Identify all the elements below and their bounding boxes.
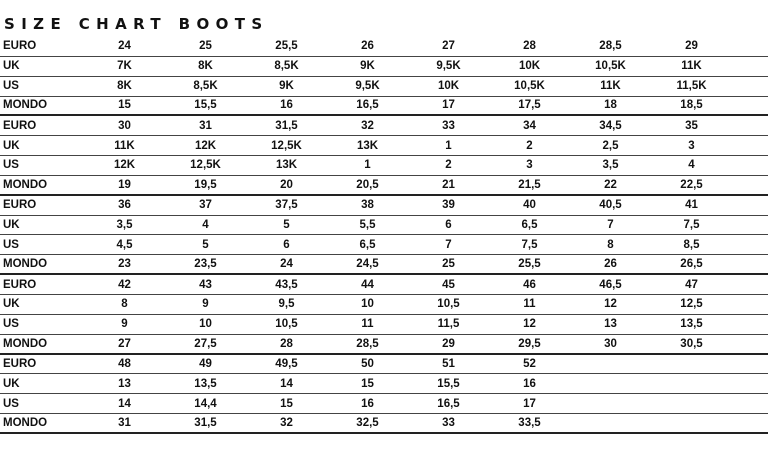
table-cell: 17 [523,397,536,410]
table-cell: 17 [442,99,455,112]
table-cell: 23,5 [194,258,217,271]
table-row [0,275,768,295]
table-row [0,156,768,176]
row-label: MONDO [3,178,48,191]
table-row [0,295,768,315]
table-cell: 3,5 [116,219,133,232]
row-label: US [3,397,19,410]
table-cell: 12K [113,159,136,172]
table-row [0,57,768,77]
table-cell: 26,5 [680,258,703,271]
table-row [0,196,768,216]
table-cell: 6,5 [359,238,376,251]
table-cell: 9,5K [355,80,380,93]
row-label: EURO [3,40,37,53]
table-cell: 15 [280,397,293,410]
table-cell: 25,5 [518,258,541,271]
table-cell: 49 [199,357,212,370]
table-cell: 28 [523,40,536,53]
table-row [0,355,768,375]
table-cell: 15,5 [194,99,217,112]
table-cell: 6,5 [521,219,538,232]
table-cell: 15 [118,99,131,112]
table-cell: 32 [280,416,293,429]
table-cell: 8 [121,298,128,311]
table-cell: 26 [361,40,374,53]
table-cell: 9,5K [436,60,461,73]
table-cell: 15,5 [437,377,460,390]
row-label: UK [3,219,20,232]
table-cell: 3 [526,159,533,172]
row-label: UK [3,377,20,390]
table-cell: 47 [685,278,698,291]
table-cell: 51 [442,357,455,370]
table-cell: 34,5 [599,119,622,132]
table-cell: 18,5 [680,99,703,112]
table-cell: 10K [518,60,541,73]
table-cell: 41 [685,199,698,212]
table-cell: 16,5 [437,397,460,410]
table-cell: 17,5 [518,99,541,112]
table-cell: 11,5 [437,318,460,331]
table-cell: 1 [445,139,452,152]
table-row [0,97,768,117]
table-cell: 4 [688,159,695,172]
table-cell: 46 [523,278,536,291]
table-cell: 38 [361,199,374,212]
table-cell: 32,5 [356,416,379,429]
table-cell: 12K [194,139,217,152]
row-label: UK [3,139,20,152]
row-label: MONDO [3,337,48,350]
table-cell: 31,5 [194,416,217,429]
table-cell: 11 [523,298,536,311]
table-cell: 4,5 [116,238,133,251]
table-cell: 43 [199,278,212,291]
table-cell: 12,5 [680,298,703,311]
row-label: US [3,80,19,93]
size-chart-table [0,37,768,434]
table-cell: 52 [523,357,536,370]
table-cell: 33 [442,119,455,132]
row-label: US [3,159,19,172]
table-cell: 16,5 [356,99,379,112]
table-cell: 12 [604,298,617,311]
table-cell: 26 [604,258,617,271]
table-cell: 10K [437,80,460,93]
table-cell: 7 [445,238,452,251]
table-row [0,255,768,275]
table-cell: 13,5 [194,377,217,390]
table-cell: 25,5 [275,40,298,53]
table-cell: 10,5K [514,80,545,93]
table-cell: 22 [604,178,617,191]
table-cell: 36 [118,199,131,212]
table-cell: 9 [121,318,128,331]
table-cell: 28,5 [356,337,379,350]
table-cell: 49,5 [275,357,298,370]
table-cell: 2 [526,139,533,152]
table-cell: 9K [360,60,375,73]
table-cell: 20,5 [356,178,379,191]
row-label: MONDO [3,416,48,429]
table-row [0,414,768,434]
table-row [0,176,768,196]
table-cell: 18 [604,99,617,112]
table-row [0,116,768,136]
table-cell: 4 [202,219,209,232]
table-row [0,374,768,394]
table-cell: 31 [118,416,131,429]
table-row [0,37,768,57]
table-cell: 24,5 [356,258,379,271]
table-cell: 16 [361,397,374,410]
table-cell: 43,5 [275,278,298,291]
table-cell: 7,5 [521,238,538,251]
table-cell: 12 [523,318,536,331]
table-row [0,335,768,355]
table-cell: 23 [118,258,131,271]
table-cell: 33 [442,416,455,429]
row-label: EURO [3,119,37,132]
table-cell: 9 [202,298,209,311]
row-label: US [3,238,19,251]
row-label: US [3,318,19,331]
table-cell: 21 [442,178,455,191]
table-cell: 31 [199,119,212,132]
table-cell: 13K [275,159,298,172]
table-cell: 19,5 [194,178,217,191]
table-cell: 24 [280,258,293,271]
table-cell: 11,5K [676,80,707,93]
table-cell: 13,5 [680,318,703,331]
row-label: MONDO [3,258,48,271]
table-cell: 7 [607,219,614,232]
table-cell: 30 [118,119,131,132]
table-cell: 10 [361,298,374,311]
table-cell: 6 [283,238,290,251]
table-cell: 8,5 [683,238,700,251]
table-cell: 27 [442,40,455,53]
table-cell: 8K [198,60,213,73]
table-cell: 3 [688,139,695,152]
table-cell: 5,5 [359,219,376,232]
table-cell: 21,5 [518,178,541,191]
table-cell: 48 [118,357,131,370]
table-cell: 40 [523,199,536,212]
table-cell: 40,5 [599,199,622,212]
table-cell: 27 [118,337,131,350]
table-cell: 10 [199,318,212,331]
row-label: EURO [3,278,37,291]
table-cell: 8,5K [274,60,299,73]
table-cell: 2,5 [602,139,619,152]
table-cell: 28,5 [599,40,622,53]
table-cell: 13 [604,318,617,331]
table-cell: 30 [604,337,617,350]
table-cell: 5 [283,219,290,232]
row-label: EURO [3,357,37,370]
table-row [0,136,768,156]
table-cell: 14 [118,397,131,410]
table-cell: 19 [118,178,131,191]
table-cell: 13K [356,139,379,152]
table-cell: 27,5 [194,337,217,350]
table-row [0,315,768,335]
table-cell: 46,5 [599,278,622,291]
row-label: EURO [3,199,37,212]
table-cell: 44 [361,278,374,291]
table-cell: 7K [117,60,132,73]
table-cell: 11K [681,60,702,73]
table-cell: 37 [199,199,212,212]
table-cell: 10,5 [275,318,298,331]
table-cell: 8,5K [193,80,218,93]
table-cell: 16 [523,377,536,390]
row-label: UK [3,60,20,73]
table-cell: 1 [364,159,371,172]
table-cell: 37,5 [275,199,298,212]
table-cell: 11K [600,80,621,93]
table-cell: 8 [607,238,614,251]
table-cell: 25 [199,40,212,53]
table-cell: 42 [118,278,131,291]
table-cell: 50 [361,357,374,370]
table-cell: 3,5 [602,159,619,172]
table-cell: 12,5K [271,139,302,152]
table-cell: 35 [685,119,698,132]
table-cell: 32 [361,119,374,132]
table-cell: 39 [442,199,455,212]
table-cell: 13 [118,377,131,390]
table-cell: 5 [202,238,209,251]
table-row [0,394,768,414]
table-cell: 2 [445,159,452,172]
table-cell: 8K [117,80,132,93]
page-title: SIZE CHART BOOTS [4,15,269,33]
row-label: MONDO [3,99,48,112]
table-cell: 16 [280,99,293,112]
table-cell: 24 [118,40,131,53]
table-cell: 14,4 [194,397,217,410]
table-cell: 30,5 [680,337,703,350]
table-cell: 31,5 [275,119,298,132]
table-cell: 6 [445,219,452,232]
table-cell: 28 [280,337,293,350]
table-cell: 11K [114,139,135,152]
table-cell: 9,5 [278,298,295,311]
table-cell: 14 [280,377,293,390]
table-cell: 7,5 [683,219,700,232]
table-cell: 45 [442,278,455,291]
table-row [0,77,768,97]
table-cell: 33,5 [518,416,541,429]
table-cell: 34 [523,119,536,132]
table-cell: 10,5 [437,298,460,311]
table-cell: 29,5 [518,337,541,350]
table-row [0,216,768,236]
table-cell: 29 [442,337,455,350]
table-cell: 9K [279,80,294,93]
table-cell: 11 [361,318,374,331]
table-cell: 20 [280,178,293,191]
table-cell: 10,5K [595,60,626,73]
table-row [0,235,768,255]
table-cell: 25 [442,258,455,271]
table-cell: 22,5 [680,178,703,191]
table-cell: 15 [361,377,374,390]
table-cell: 12,5K [190,159,221,172]
row-label: UK [3,298,20,311]
table-cell: 29 [685,40,698,53]
